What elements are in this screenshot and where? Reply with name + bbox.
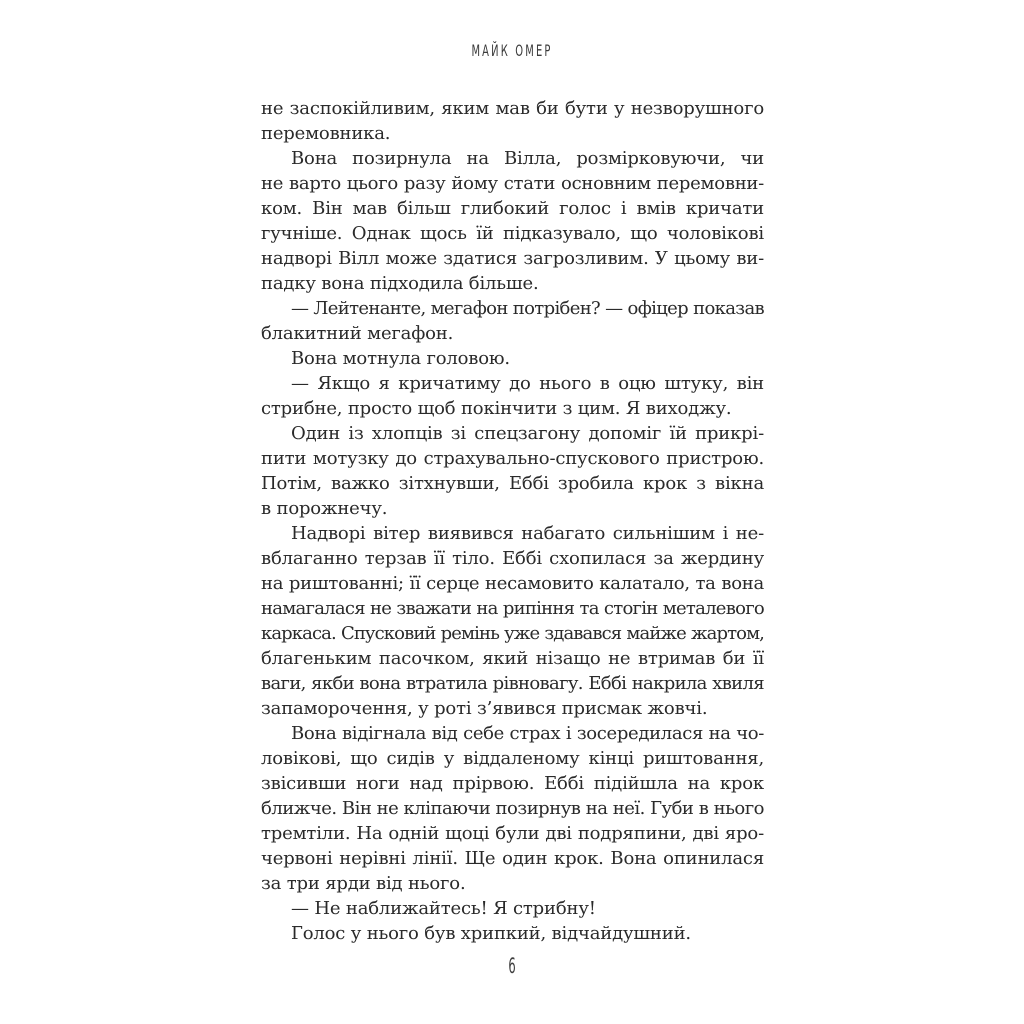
text-line: вблаганно терзав її тіло. Еббі схопилася за жердину xyxy=(261,548,764,569)
text-line: в порожнечу. xyxy=(261,498,388,519)
text-line: гучніше. Однак щось їй підказувало, що чоловікові xyxy=(261,223,764,244)
text-line: — Якщо я кричатиму до нього в оцю штуку, він xyxy=(291,373,764,394)
text-line: не заспокійливим, яким мав би бути у незворушного xyxy=(261,98,764,119)
text-line: Вона відігнала від себе страх і зосередилася на чо- xyxy=(291,723,764,744)
text-line: Голос у нього був хрипкий, відчайдушний. xyxy=(291,923,691,944)
text-line: не варто цього разу йому стати основним перемовни- xyxy=(261,173,764,194)
text-line: тремтіли. На одній щоці були дві подряпини, дві яро- xyxy=(261,823,764,844)
page-number: 6 xyxy=(508,954,516,978)
text-line: — Лейтенанте, мегафон потрібен? — офіцер показав xyxy=(291,298,764,319)
text-line: ближче. Він не кліпаючи позирнув на неї. Губи в нього xyxy=(261,798,764,819)
running-header: МАЙК ОМЕР xyxy=(471,41,553,60)
text-line: надворі Вілл може здатися загрозливим. У цьому ви- xyxy=(261,248,764,269)
text-line: Один із хлопців зі спецзагону допоміг їй прикрі- xyxy=(291,423,764,444)
text-line: ловікові, що сидів у віддаленому кінці риштовання, xyxy=(261,748,764,769)
text-line: Надворі вітер виявився набагато сильнішим і не- xyxy=(291,523,764,544)
text-line: ком. Він мав більш глибокий голос і вмів кричати xyxy=(261,198,764,219)
text-line: блакитний мегафон. xyxy=(261,323,454,344)
text-line: запаморочення, у роті з’явився присмак жовчі. xyxy=(261,698,708,719)
text-line: Потім, важко зітхнувши, Еббі зробила крок з вікна xyxy=(261,473,764,494)
text-line: пити мотузку до страхувально-спускового пристрою. xyxy=(261,448,764,469)
text-line: падку вона підходила більше. xyxy=(261,273,539,294)
text-line: ваги, якби вона втратила рівновагу. Еббі накрила хвиля xyxy=(261,673,764,694)
text-line: Вона мотнула головою. xyxy=(291,348,510,369)
text-line: звісивши ноги над прірвою. Еббі підійшла на крок xyxy=(261,773,764,794)
text-line: стрибне, просто щоб покінчити з цим. Я виходжу. xyxy=(261,398,732,419)
text-line: за три ярди від нього. xyxy=(261,873,466,894)
text-line: благеньким пасочком, який нізащо не втримав би її xyxy=(261,648,764,669)
text-line: червоні нерівні лінії. Ще один крок. Вона опинилася xyxy=(261,848,764,869)
page-text xyxy=(261,96,764,946)
text-line: перемовника. xyxy=(261,123,391,144)
text-line: каркаса. Спусковий ремінь уже здавався майже жартом, xyxy=(261,623,764,644)
text-line: на риштованні; її серце несамовито калатало, та вона xyxy=(261,573,764,594)
text-line: Вона позирнула на Вілла, розмірковуючи, чи xyxy=(291,148,764,169)
text-line: — Не наближайтесь! Я стрибну! xyxy=(291,898,596,919)
text-line: намагалася не зважати на рипіння та стогін металевого xyxy=(261,598,764,619)
